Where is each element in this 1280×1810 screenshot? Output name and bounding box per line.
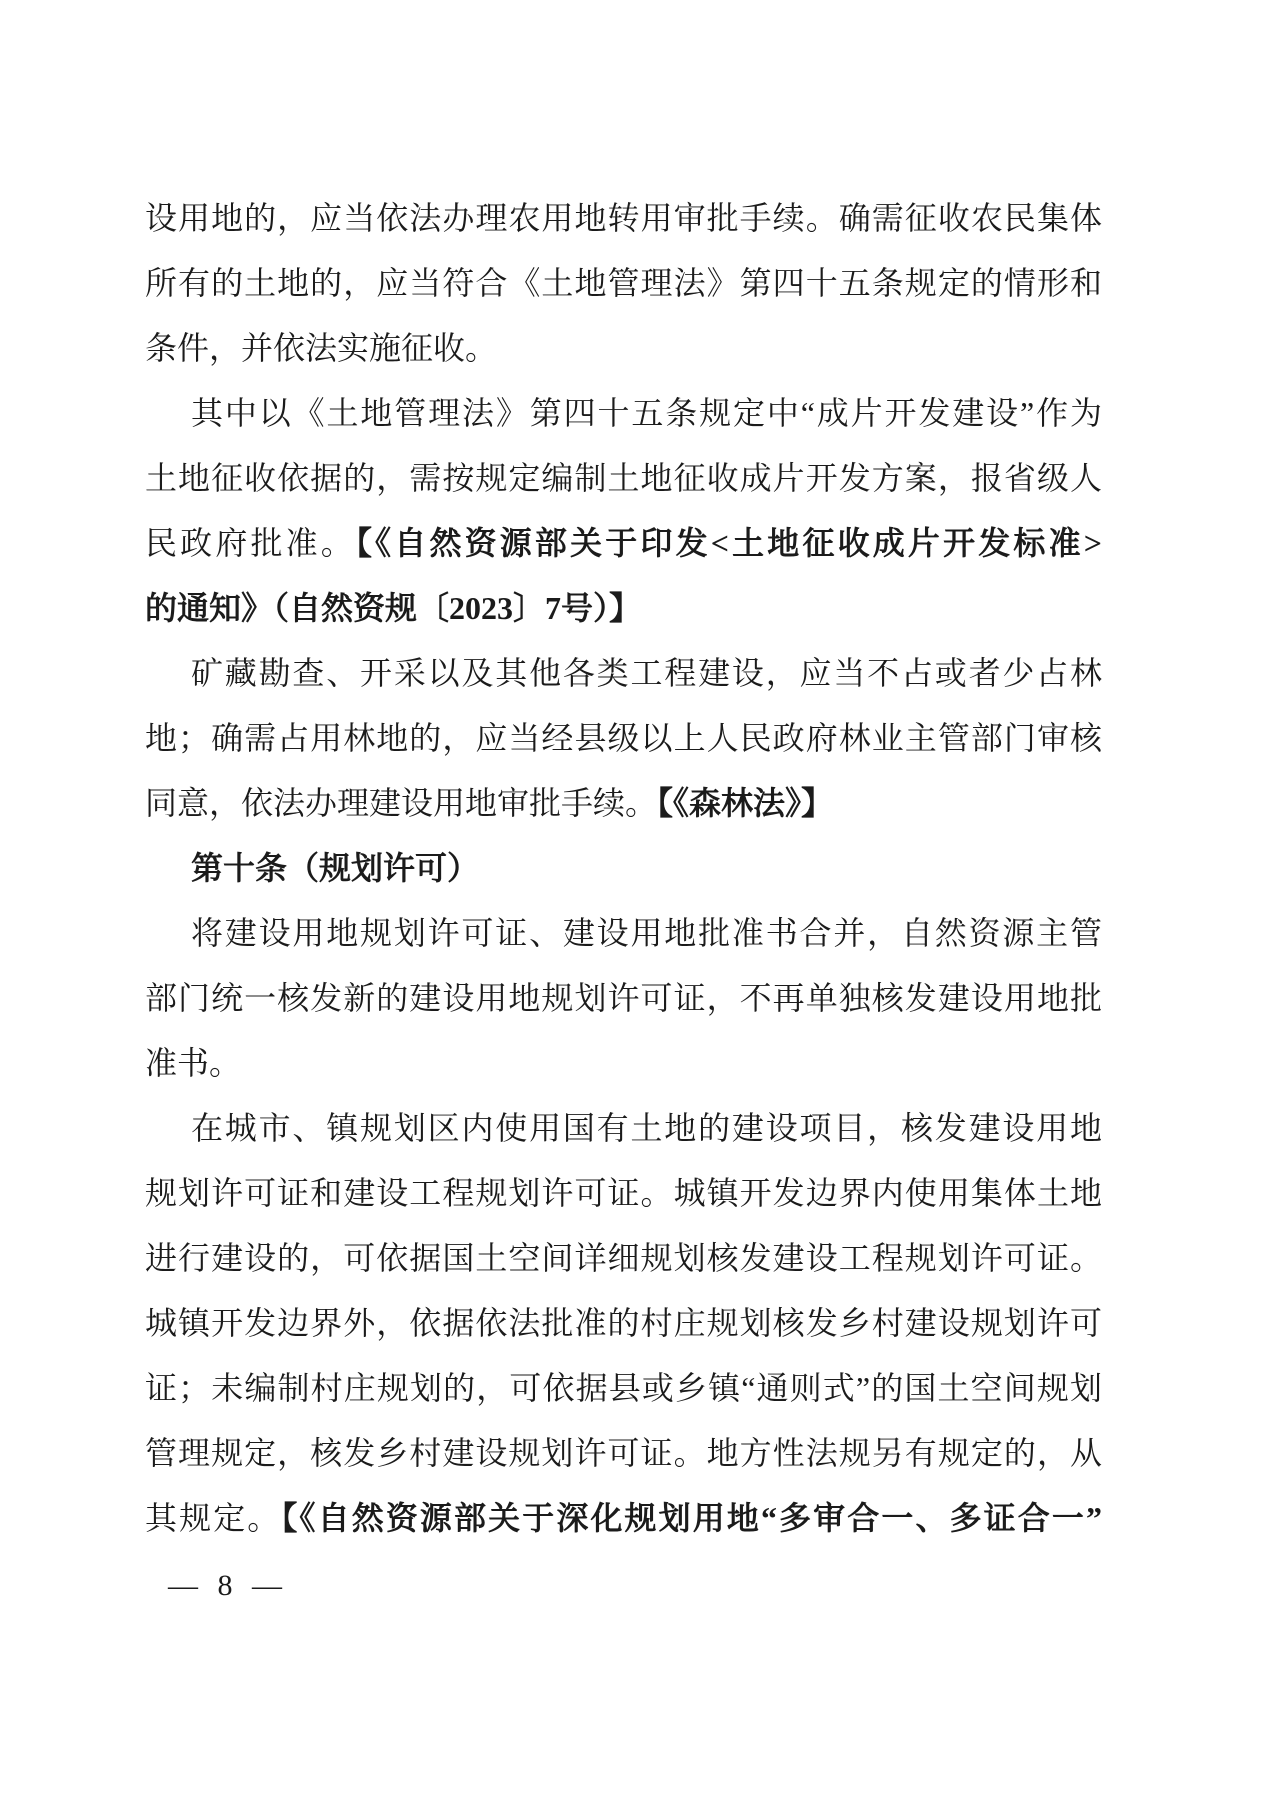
- text-run: 管理规定，核发乡村建设规划许可证。地方性法规另有规定的，从: [145, 1435, 1102, 1471]
- text-line: [145, 381, 1102, 446]
- heading-run: 第十条（规划许可）: [191, 850, 480, 886]
- text-run: 所有的土地的，应当符合《土地管理法》第四十五条规定的情形和: [145, 265, 1102, 301]
- text-line: [145, 836, 1102, 901]
- text-run: 在城市、镇规划区内使用国有土地的建设项目，核发建设用地: [191, 1110, 1102, 1146]
- text-line: [145, 251, 1102, 316]
- text-line: [145, 1356, 1102, 1421]
- citation-run: 【《自然资源部关于深化规划用地“多审合一、多证合一”: [281, 1500, 1102, 1536]
- text-run: 民政府批准。: [145, 525, 356, 561]
- text-run: 规划许可证和建设工程规划许可证。城镇开发边界内使用集体土地: [145, 1175, 1102, 1211]
- text-line: [145, 1486, 1102, 1551]
- page-number: — 8 —: [168, 1569, 282, 1602]
- text-line: [145, 771, 1102, 836]
- text-run: 部门统一核发新的建设用地规划许可证，不再单独核发建设用地批: [145, 980, 1102, 1016]
- text-run: 条件，并依法实施征收。: [145, 330, 498, 366]
- text-run: 证；未编制村庄规划的，可依据县或乡镇“通则式”的国土空间规划: [145, 1370, 1102, 1406]
- text-line: [145, 446, 1102, 511]
- text-run: 土地征收依据的，需按规定编制土地征收成片开发方案，报省级人: [145, 460, 1102, 496]
- text-run: 城镇开发边界外，依据依法批准的村庄规划核发乡村建设规划许可: [145, 1305, 1102, 1341]
- text-line: [145, 316, 1102, 381]
- citation-run: 【《自然资源部关于印发<土地征收成片开发标准>: [355, 525, 1102, 561]
- text-run: 进行建设的，可依据国土空间详细规划核发建设工程规划许可证。: [145, 1240, 1102, 1276]
- text-run: 其规定。: [145, 1500, 282, 1536]
- text-run: 设用地的，应当依法办理农用地转用审批手续。确需征收农民集体: [145, 200, 1102, 236]
- document-body: [145, 186, 1102, 1551]
- text-run: 矿藏勘查、开采以及其他各类工程建设，应当不占或者少占林: [191, 655, 1102, 691]
- text-line: [145, 901, 1102, 966]
- text-line: [145, 1421, 1102, 1486]
- text-line: [145, 1291, 1102, 1356]
- page-footer: [168, 1566, 282, 1606]
- text-run: 准书。: [145, 1045, 242, 1081]
- text-line: [145, 641, 1102, 706]
- text-line: [145, 1161, 1102, 1226]
- citation-run: 的通知》（自然资规〔2023〕7号）】: [145, 590, 642, 626]
- text-line: [145, 511, 1102, 576]
- text-run: 同意，依法办理建设用地审批手续。: [145, 785, 658, 821]
- text-line: [145, 966, 1102, 1031]
- text-line: [145, 1226, 1102, 1291]
- text-run: 将建设用地规划许可证、建设用地批准书合并，自然资源主管: [191, 915, 1102, 951]
- text-line: [145, 706, 1102, 771]
- text-line: [145, 1031, 1102, 1096]
- text-line: [145, 576, 1102, 641]
- text-line: [145, 186, 1102, 251]
- text-line: [145, 1096, 1102, 1161]
- citation-run: 【《森林法》】: [657, 785, 834, 821]
- text-run: 地；确需占用林地的，应当经县级以上人民政府林业主管部门审核: [145, 720, 1102, 756]
- text-run: 其中以《土地管理法》第四十五条规定中“成片开发建设”作为: [191, 395, 1102, 431]
